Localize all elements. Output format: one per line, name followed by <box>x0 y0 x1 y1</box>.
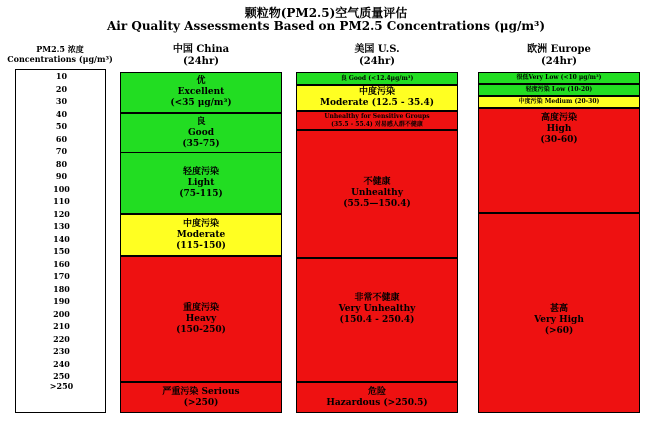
band-label: Moderate (12.5 - 35.4) <box>320 98 434 108</box>
band-label: 轻度污染 Low (10-20) <box>525 86 593 93</box>
scale-tick: 130 <box>53 221 70 231</box>
band-label: (30-60) <box>540 135 578 145</box>
band-label: 轻度污染 <box>182 166 219 177</box>
scale-tick: 250 <box>53 371 70 381</box>
column-header-china <box>120 44 282 68</box>
category-band <box>478 84 640 96</box>
band-label: Unhealthy <box>351 188 403 198</box>
band-label: 很低Very Low (<10 μg/m³) <box>516 74 602 81</box>
band-label: (>60) <box>544 326 574 336</box>
band-label: Heavy <box>185 313 217 324</box>
europe-column <box>478 72 640 413</box>
category-band <box>478 96 640 108</box>
scale-tick: 30 <box>55 96 68 106</box>
scale-tick: 60 <box>55 133 68 144</box>
band-label: (35-75) <box>182 138 220 149</box>
category-band <box>296 111 458 130</box>
scale-tick: 90 <box>55 171 68 181</box>
scale-tick: 140 <box>53 233 70 244</box>
band-label: Excellent <box>177 87 225 97</box>
title-chinese: 颗粒物(PM2.5)空气质量评估 <box>244 6 408 20</box>
category-band <box>120 214 282 256</box>
column-name-china: 中国 China <box>172 44 230 55</box>
scale-tick: 230 <box>53 346 70 356</box>
scale-tick: 50 <box>55 121 68 131</box>
column-name-europe: 欧洲 Europe <box>527 44 591 55</box>
scale-header <box>0 44 120 64</box>
scale-tick: 200 <box>53 308 70 319</box>
category-band <box>296 258 458 382</box>
scale-tick: 110 <box>53 196 70 206</box>
scale-tick: 20 <box>55 83 68 94</box>
column-period-us: (24hr) <box>359 56 395 67</box>
column-header-us <box>296 44 458 68</box>
scale-tick: 180 <box>53 283 70 294</box>
band-label: 严重污染 Serious <box>162 386 240 397</box>
column-period-china: (24hr) <box>183 56 219 67</box>
scale-tick: 160 <box>53 258 70 269</box>
column-period-europe: (24hr) <box>541 56 577 67</box>
band-label: 中度污染 <box>182 218 219 229</box>
title-english: Air Quality Assessments Based on PM2.5 Concentrations (μg/m³) <box>107 19 545 33</box>
category-band <box>120 72 282 113</box>
category-band <box>120 382 282 413</box>
scale-header-en: Concentrations (μg/m³) <box>7 54 113 64</box>
category-band <box>120 256 282 382</box>
column-name-us: 美国 U.S. <box>354 44 400 55</box>
band-label: 良 <box>196 116 206 127</box>
band-label: Hazardous (>250.5) <box>326 397 428 408</box>
scale-tick: >250 <box>49 381 74 391</box>
scale-tick: 220 <box>53 333 70 344</box>
band-label: 良 Good (<12.4μg/m³) <box>340 74 414 82</box>
band-label: 不健康 <box>363 177 391 187</box>
column-header-europe <box>478 44 640 68</box>
category-band <box>478 108 640 213</box>
scale-tick: 120 <box>53 208 70 219</box>
concentration-scale <box>15 69 106 413</box>
scale-tick: 210 <box>53 321 70 331</box>
band-label: Very Unhealthy <box>338 304 416 314</box>
band-label: (150.4 - 250.4) <box>339 315 415 325</box>
band-label: 中度污染 <box>358 87 395 97</box>
category-band <box>478 72 640 84</box>
us-column <box>296 72 458 413</box>
band-label: 优 <box>196 76 206 86</box>
band-label: (35.5 - 55.4) 对易感人群不健康 <box>331 120 423 128</box>
band-label: High <box>546 124 572 134</box>
band-label: (>250) <box>183 397 219 408</box>
band-label: (75-115) <box>179 188 223 199</box>
scale-tick: 240 <box>53 358 70 369</box>
band-label: Moderate <box>176 229 226 240</box>
band-label: (<35 μg/m³) <box>170 98 232 108</box>
scale-tick: 10 <box>55 71 68 81</box>
band-label: Light <box>187 177 215 188</box>
band-label: 高度污染 <box>540 113 577 123</box>
band-label: 危险 <box>367 386 386 397</box>
band-label: (115-150) <box>176 240 226 251</box>
scale-tick: 40 <box>55 108 68 119</box>
category-band <box>296 382 458 413</box>
category-band <box>296 85 458 111</box>
band-label: (150-250) <box>176 324 226 335</box>
category-band <box>296 130 458 258</box>
band-label: Unhealthy for Sensitive Groups <box>324 112 430 120</box>
scale-tick: 70 <box>55 146 68 156</box>
scale-tick: 170 <box>53 271 70 281</box>
band-label: 中度污染 Medium (20-30) <box>518 98 600 105</box>
category-band <box>120 113 282 153</box>
category-band <box>120 152 282 214</box>
scale-tick: 100 <box>53 183 70 194</box>
scale-header-zh: PM2.5 浓度 <box>36 44 84 54</box>
band-label: Very High <box>534 315 584 325</box>
category-band <box>296 72 458 85</box>
china-column <box>120 72 282 413</box>
band-label: 重度污染 <box>182 302 219 313</box>
category-band <box>478 213 640 413</box>
scale-tick: 190 <box>53 296 70 306</box>
band-label: (55.5—150.4) <box>343 199 411 209</box>
band-label: 甚高 <box>549 304 568 314</box>
band-label: Good <box>188 127 214 138</box>
band-label: 非常不健康 <box>354 293 400 303</box>
scale-tick: 150 <box>53 246 70 256</box>
scale-tick: 80 <box>55 158 68 169</box>
